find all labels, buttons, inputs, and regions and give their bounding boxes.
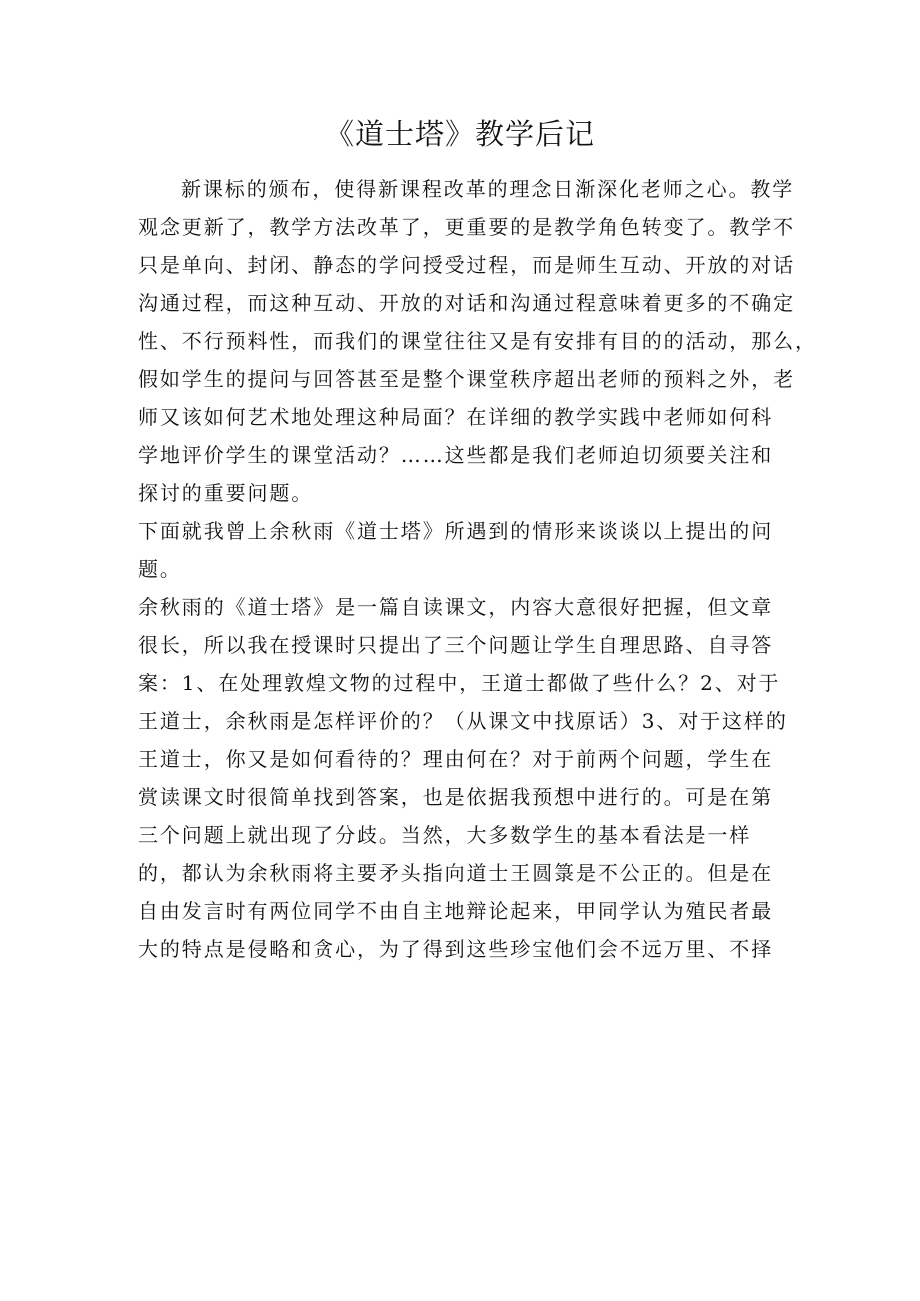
paragraph-line: 很长，所以我在授课时只提出了三个问题让学生自理思路、自寻答 [138,633,774,657]
paragraph-line: 学地评价学生的课堂活动？……这些都是我们老师迫切须要关注和 [138,443,774,467]
paragraph-line: 王道士，你又是如何看待的？理由何在？对于前两个问题，学生在 [138,747,774,771]
paragraph-line: 余秋雨的《道士塔》是一篇自读课文，内容大意很好把握，但文章 [138,595,774,619]
document-body [138,170,817,968]
paragraph-line: 性、不行预料性，而我们的课堂往往又是有安排有目的的活动，那么， [138,329,817,353]
paragraph-line: 师又该如何艺术地处理这种局面？在详细的教学实践中老师如何科 [138,405,774,429]
paragraph-2 [138,512,788,588]
paragraph-line: 案：1、在处理敦煌文物的过程中，王道士都做了些什么？2、对于 [138,671,781,695]
paragraph-line: 只是单向、封闭、静态的学问授受过程，而是师生互动、开放的对话 [138,253,795,277]
document-title: 《道士塔》教学后记 [324,117,595,151]
paragraph-3 [138,588,788,968]
paragraph-line: 沟通过程，而这种互动、开放的对话和沟通过程意味着更多的不确定 [138,291,795,315]
paragraph-line: 题。 [138,557,182,581]
paragraph-line: 三个问题上就出现了分歧。当然，大多数学生的基本看法是一样 [138,823,752,847]
paragraph-line: 观念更新了，教学方法改革了，更重要的是教学角色转变了。教学不 [138,215,795,239]
paragraph-1 [138,170,817,512]
paragraph-line: 探讨的重要问题。 [138,481,314,505]
paragraph-line: 自由发言时有两位同学不由自主地辩论起来，甲同学认为殖民者最 [138,899,774,923]
paragraph-line: 下面就我曾上余秋雨《道士塔》所遇到的情形来谈谈以上提出的问 [138,519,774,543]
paragraph-line: 的，都认为余秋雨将主要矛头指向道士王圆箓是不公正的。但是在 [138,861,774,885]
paragraph-line: 王道士，余秋雨是怎样评价的？（从课文中找原话）3、对于这样的 [138,709,788,733]
paragraph-line: 大的特点是侵略和贪心，为了得到这些珍宝他们会不远万里、不择 [138,937,774,961]
paragraph-line: 赏读课文时很简单找到答案，也是依据我预想中进行的。可是在第 [138,785,774,809]
paragraph-line: 假如学生的提问与回答甚至是整个课堂秩序超出老师的预料之外，老 [138,367,795,391]
paragraph-line: 新课标的颁布，使得新课程改革的理念日渐深化老师之心。教学 [181,177,795,201]
